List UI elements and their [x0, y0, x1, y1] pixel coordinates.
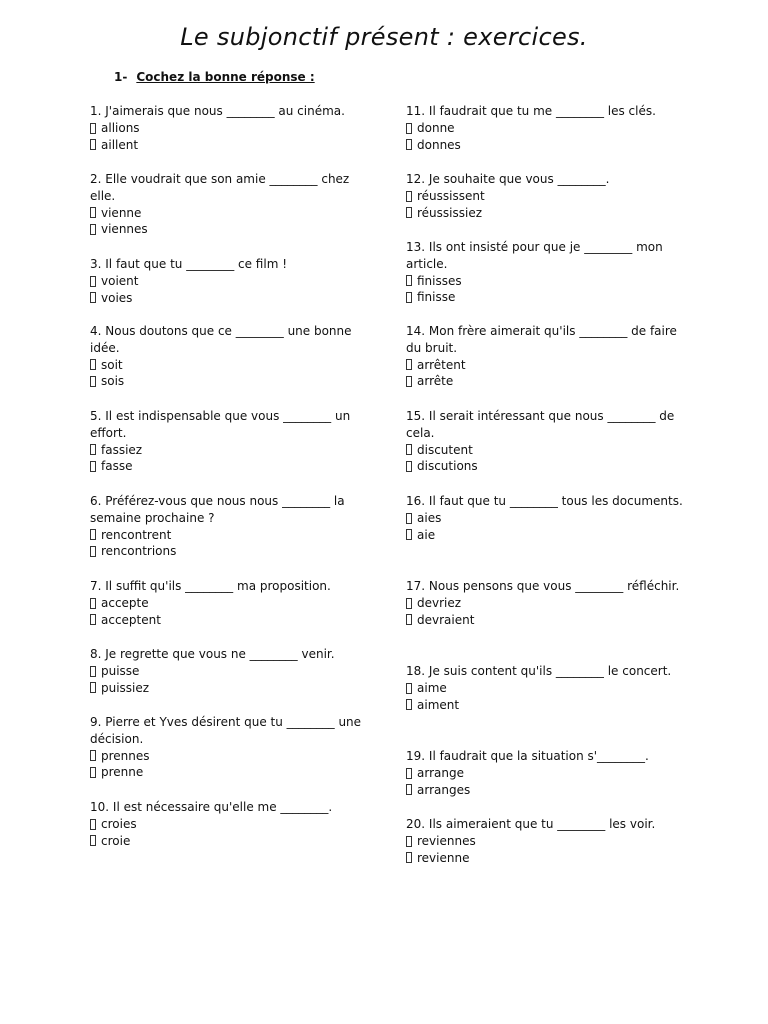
checkbox-icon[interactable]: [406, 376, 412, 387]
option-label: aime: [417, 680, 447, 695]
option-label: arrête: [417, 374, 454, 389]
answer-option[interactable]: [90, 458, 375, 475]
question-5: [90, 408, 375, 475]
option-label: puissiez: [101, 680, 150, 695]
question-17: [406, 578, 691, 628]
question-12: [406, 171, 691, 221]
option-label: voient: [101, 273, 139, 288]
answer-option[interactable]: [90, 543, 375, 560]
answer-option[interactable]: [90, 833, 375, 850]
question-text: 14. Mon frère aimerait qu'ils ________ de faire du bruit.: [406, 324, 677, 355]
option-label: sois: [101, 374, 125, 389]
question-10: [90, 799, 375, 849]
question-13: [406, 239, 691, 306]
question-text: 13. Ils ont insisté pour que je ________ mon article.: [406, 240, 663, 271]
question-text: 1. J'aimerais que nous ________ au cinéma.: [90, 104, 345, 118]
checkbox-icon[interactable]: [90, 546, 96, 557]
question-4: [90, 323, 375, 390]
option-label: donne: [417, 120, 455, 135]
answer-option[interactable]: [406, 833, 691, 850]
answer-option[interactable]: [90, 748, 375, 765]
question-text: 18. Je suis content qu'ils ________ le concert.: [406, 664, 672, 678]
answer-option[interactable]: [406, 442, 691, 459]
answer-option[interactable]: [406, 612, 691, 629]
checkbox-icon[interactable]: [90, 292, 96, 303]
answer-option[interactable]: [90, 527, 375, 544]
question-9: [90, 714, 375, 781]
checkbox-icon[interactable]: [406, 598, 412, 609]
option-label: finisses: [417, 273, 462, 288]
answer-option[interactable]: [90, 357, 375, 374]
question-text: 2. Elle voudrait que son amie ________ chez elle.: [90, 172, 350, 203]
checkbox-icon[interactable]: [406, 784, 412, 795]
option-label: donnes: [417, 137, 461, 152]
option-label: discutent: [417, 442, 473, 457]
section-instruction: Cochez la bonne réponse :: [136, 70, 315, 84]
option-label: aiment: [417, 697, 460, 712]
option-label: vienne: [101, 205, 142, 220]
checkbox-icon[interactable]: [90, 461, 96, 472]
option-label: reviennes: [417, 833, 476, 848]
option-label: discutions: [417, 459, 478, 474]
answer-option[interactable]: [406, 357, 691, 374]
section-number: 1-: [114, 70, 128, 84]
question-15: [406, 408, 691, 475]
answer-option[interactable]: [406, 188, 691, 205]
question-text: 19. Il faudrait que la situation s'________.: [406, 749, 649, 763]
question-text: 20. Ils aimeraient que tu ________ les voir.: [406, 817, 656, 831]
answer-option[interactable]: [90, 205, 375, 222]
question-text: 11. Il faudrait que tu me ________ les clés.: [406, 104, 656, 118]
checkbox-icon[interactable]: [90, 682, 96, 693]
option-label: rencontrent: [101, 527, 172, 542]
checkbox-icon[interactable]: [90, 819, 96, 830]
option-label: allions: [101, 120, 140, 135]
option-label: rencontrions: [101, 544, 177, 559]
question-text: 9. Pierre et Yves désirent que tu ________ une décision.: [90, 715, 362, 746]
option-label: revienne: [417, 850, 470, 865]
checkbox-icon[interactable]: [90, 614, 96, 625]
checkbox-icon[interactable]: [90, 529, 96, 540]
checkbox-icon[interactable]: [406, 139, 412, 150]
option-label: aie: [417, 527, 436, 542]
checkbox-icon[interactable]: [90, 359, 96, 370]
option-label: aillent: [101, 137, 139, 152]
question-6: [90, 493, 375, 560]
question-text: 12. Je souhaite que vous ________.: [406, 172, 610, 186]
checkbox-icon[interactable]: [406, 123, 412, 134]
question-text: 17. Nous pensons que vous ________ réfléchir.: [406, 579, 680, 593]
option-label: finisse: [417, 290, 456, 305]
option-label: croie: [101, 833, 131, 848]
option-label: accepte: [101, 595, 149, 610]
option-label: devriez: [417, 595, 462, 610]
answer-option[interactable]: [90, 137, 375, 154]
answer-option[interactable]: [90, 663, 375, 680]
checkbox-icon[interactable]: [406, 852, 412, 863]
question-text: 5. Il est indispensable que vous ________ un effort.: [90, 409, 351, 440]
question-16: [406, 493, 691, 543]
question-1: [90, 103, 375, 153]
checkbox-icon[interactable]: [90, 835, 96, 846]
checkbox-icon[interactable]: [90, 666, 96, 677]
answer-option[interactable]: [406, 782, 691, 799]
answer-option[interactable]: [406, 205, 691, 222]
checkbox-icon[interactable]: [90, 139, 96, 150]
answer-option[interactable]: [90, 442, 375, 459]
checkbox-icon[interactable]: [406, 292, 412, 303]
answer-option[interactable]: [90, 221, 375, 238]
question-18: [406, 663, 691, 713]
checkbox-icon[interactable]: [406, 359, 412, 370]
question-text: 15. Il serait intéressant que nous ________ de cela.: [406, 409, 675, 440]
checkbox-icon[interactable]: [90, 123, 96, 134]
answer-option[interactable]: [406, 289, 691, 306]
question-text: 10. Il est nécessaire qu'elle me ________.: [90, 800, 333, 814]
checkbox-icon[interactable]: [90, 598, 96, 609]
question-2: [90, 171, 375, 238]
checkbox-icon[interactable]: [406, 836, 412, 847]
checkbox-icon[interactable]: [90, 767, 96, 778]
checkbox-icon[interactable]: [406, 461, 412, 472]
answer-option[interactable]: [406, 680, 691, 697]
option-label: prenne: [101, 765, 144, 780]
option-label: fassiez: [101, 442, 143, 457]
option-label: puisse: [101, 663, 140, 678]
option-label: fasse: [101, 459, 133, 474]
question-text: 8. Je regrette que vous ne ________ venir.: [90, 647, 335, 661]
answer-option[interactable]: [406, 373, 691, 390]
answer-option[interactable]: [406, 458, 691, 475]
answer-option[interactable]: [406, 137, 691, 154]
checkbox-icon[interactable]: [90, 444, 96, 455]
answer-option[interactable]: [90, 373, 375, 390]
answer-option[interactable]: [90, 290, 375, 307]
option-label: arrêtent: [417, 357, 466, 372]
question-20: [406, 816, 691, 866]
answer-option[interactable]: [406, 120, 691, 137]
checkbox-icon[interactable]: [406, 275, 412, 286]
option-label: aies: [417, 510, 442, 525]
question-text: 4. Nous doutons que ce ________ une bonne idée.: [90, 324, 352, 355]
option-label: réussissiez: [417, 205, 483, 220]
checkbox-icon[interactable]: [90, 224, 96, 235]
checkbox-icon[interactable]: [406, 191, 412, 202]
question-19: [406, 748, 691, 798]
answer-option[interactable]: [406, 510, 691, 527]
question-11: [406, 103, 691, 153]
option-label: arranges: [417, 782, 471, 797]
answer-option[interactable]: [90, 595, 375, 612]
checkbox-icon[interactable]: [406, 529, 412, 540]
option-label: devraient: [417, 612, 475, 627]
checkbox-icon[interactable]: [406, 683, 412, 694]
answer-option[interactable]: [90, 120, 375, 137]
option-label: arrange: [417, 765, 464, 780]
option-label: viennes: [101, 222, 148, 237]
checkbox-icon[interactable]: [406, 699, 412, 710]
question-text: 7. Il suffit qu'ils ________ ma proposition.: [90, 579, 331, 593]
option-label: prennes: [101, 748, 150, 763]
checkbox-icon[interactable]: [406, 614, 412, 625]
answer-option[interactable]: [406, 765, 691, 782]
option-label: soit: [101, 357, 123, 372]
answer-option[interactable]: [406, 527, 691, 544]
answer-option[interactable]: [406, 595, 691, 612]
checkbox-icon[interactable]: [90, 376, 96, 387]
checkbox-icon[interactable]: [406, 444, 412, 455]
answer-option[interactable]: [406, 850, 691, 867]
question-3: [90, 256, 375, 306]
answer-option[interactable]: [90, 816, 375, 833]
answer-option[interactable]: [406, 273, 691, 290]
answer-option[interactable]: [90, 612, 375, 629]
checkbox-icon[interactable]: [90, 207, 96, 218]
checkbox-icon[interactable]: [406, 207, 412, 218]
question-text: 6. Préférez-vous que nous nous ________ la semaine prochaine ?: [90, 494, 345, 525]
question-14: [406, 323, 691, 390]
section-heading: [114, 68, 315, 86]
checkbox-icon[interactable]: [406, 768, 412, 779]
question-text: 16. Il faut que tu ________ tous les documents.: [406, 494, 683, 508]
checkbox-icon[interactable]: [90, 750, 96, 761]
option-label: acceptent: [101, 612, 161, 627]
option-label: voies: [101, 290, 133, 305]
answer-option[interactable]: [90, 273, 375, 290]
question-text: 3. Il faut que tu ________ ce film !: [90, 257, 288, 271]
option-label: réussissent: [417, 188, 485, 203]
question-7: [90, 578, 375, 628]
page-title: Le subjonctif présent : exercices.: [180, 23, 588, 51]
option-label: croies: [101, 816, 137, 831]
answer-option[interactable]: [90, 764, 375, 781]
question-8: [90, 646, 375, 696]
checkbox-icon[interactable]: [406, 513, 412, 524]
answer-option[interactable]: [90, 680, 375, 697]
checkbox-icon[interactable]: [90, 276, 96, 287]
answer-option[interactable]: [406, 697, 691, 714]
